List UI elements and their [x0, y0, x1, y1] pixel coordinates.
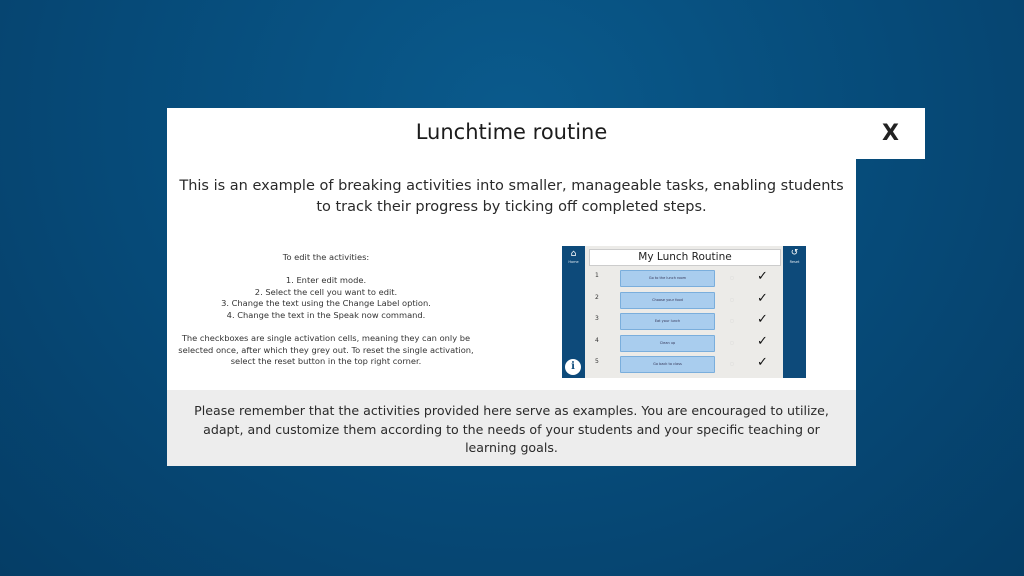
info-icon: i — [565, 359, 581, 375]
preview-left-bar — [562, 246, 585, 378]
dialog-title: Lunchtime routine — [415, 120, 608, 144]
preview-title: My Lunch Routine — [589, 249, 781, 266]
close-button[interactable] — [856, 108, 925, 159]
instructions-heading: To edit the activities: — [282, 252, 370, 262]
lunchtime-routine-dialog — [167, 108, 856, 466]
checkmark-icon: ✓ — [757, 355, 768, 370]
instruction-note-line: selected once, after which they grey out. To reset the single activation, — [178, 344, 474, 355]
preview-row — [585, 290, 783, 310]
activity-cell: Go to the lunch room — [620, 270, 715, 287]
instruction-step: 4. Change the text in the Speak now command. — [226, 309, 426, 320]
preview-row — [585, 333, 783, 353]
edit-instructions — [167, 252, 485, 368]
preview-row — [585, 311, 783, 331]
reset-label: Reset — [789, 260, 800, 264]
faded-cell-icon: ▢ — [730, 340, 734, 345]
instruction-step: 1. Enter edit mode. — [285, 275, 367, 286]
row-number: 3 — [595, 315, 599, 322]
instruction-step: 3. Change the text using the Change Label option. — [221, 298, 431, 309]
instruction-step: 2. Select the cell you want to edit. — [254, 286, 398, 297]
intro-text: This is an example of breaking activities into smaller, manageable tasks, enabling students to track their progress by ticking off completed steps. — [179, 178, 844, 215]
preview-row — [585, 354, 783, 374]
faded-cell-icon: ▢ — [730, 361, 734, 366]
reset-icon: ↺ — [790, 248, 799, 258]
row-number: 2 — [595, 294, 599, 301]
activity-cell: Clean up — [620, 335, 715, 352]
preview-row — [585, 268, 783, 288]
checkmark-icon: ✓ — [757, 334, 768, 349]
faded-cell-icon: ▢ — [730, 297, 734, 302]
preview-right-bar — [783, 246, 806, 378]
routine-preview-image — [562, 246, 806, 378]
instruction-note-line: select the reset button in the top right corner. — [230, 356, 422, 367]
home-label: Home — [568, 260, 579, 264]
checkmark-icon: ✓ — [757, 269, 768, 284]
faded-cell-icon: ▢ — [730, 318, 734, 323]
checkmark-icon: ✓ — [757, 291, 768, 306]
close-icon: X — [882, 121, 899, 146]
activity-cell: Choose your food — [620, 292, 715, 309]
activity-cell: Go back to class — [620, 356, 715, 373]
row-number: 4 — [595, 337, 599, 344]
footer-note — [167, 390, 856, 466]
checkmark-icon: ✓ — [757, 312, 768, 327]
row-number: 1 — [595, 272, 599, 279]
instruction-note-line: The checkboxes are single activation cells, meaning they can only be — [181, 333, 471, 344]
activity-cell: Eat your lunch — [620, 313, 715, 330]
faded-cell-icon: ▢ — [730, 275, 734, 280]
footer-text: Please remember that the activities provided here serve as examples. You are encouraged to utilize, adapt, and customize them according to the needs of your students and your specific teaching or learning goals. — [194, 403, 829, 455]
home-icon: ⌂ — [570, 249, 577, 259]
row-number: 5 — [595, 358, 599, 365]
